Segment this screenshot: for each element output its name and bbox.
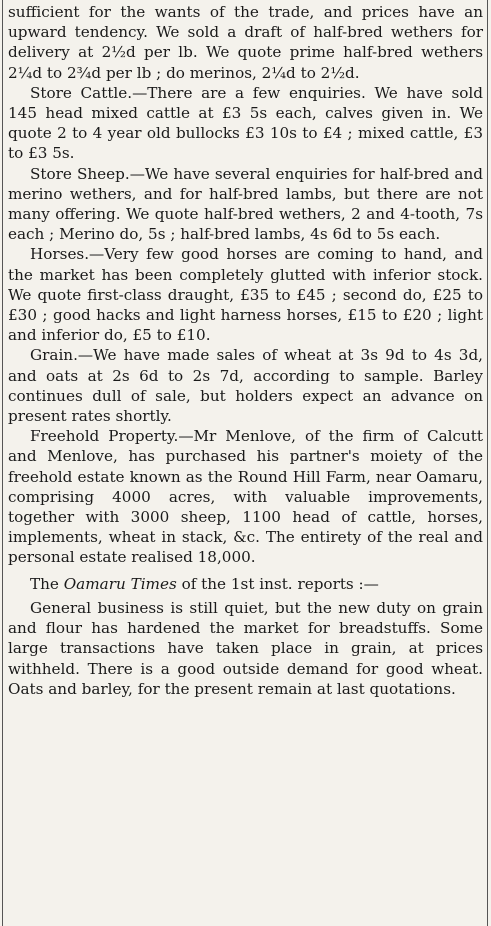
column-rule-right [487, 0, 488, 926]
paragraph-freehold-property: Freehold Property.—Mr Menlove, of the firm of Calcutt and Menlove, has purchased his partner's moiety of the freehold estate known as the Round Hill Farm, near Oamaru, comprising 4000 acres, with valuable improvements, together with 3000 sheep, 1100 head of cattle, horses, implements, wheat in stack, &c. The entirety of the real and personal estate realised 18,000. [8, 427, 483, 567]
column-rule-left [2, 0, 3, 926]
paragraph-store-sheep: Store Sheep.—We have several enquiries for half-bred and merino wethers, and for half-bred lambs, but there are not many offering. We quote half-bred wethers, 2 and 4-tooth, 7s each ; Merino do, 5s ; half-bred lambs, 4s 6d to 5s each. [8, 164, 483, 244]
article-column [8, 2, 483, 699]
report-intro-before: The [30, 574, 64, 593]
paragraph-market-sheep: sufficient for the wants of the trade, and prices have an upward tendency. We sold a draft of half-bred wethers for delivery at 2½d per lb. We quote prime half-bred wethers 2¼d to 2¾d per lb ; do merinos, 2¼d to 2½d. [8, 3, 483, 82]
report-body: General business is still quiet, but the new duty on grain and flour has hardened the market for breadstuffs. Some large transactions have taken place in grain, at prices withheld. There is a good outside demand for good wheat. Oats and barley, for the present remain at last quotations. [8, 598, 483, 698]
paragraph-store-cattle: Store Cattle.—There are a few enquiries. We have sold 145 head mixed cattle at £3 5s each, calves given in. We quote 2 to 4 year old bullocks £3 10s to £4 ; mixed cattle, £3 to £3 5s. [8, 83, 483, 163]
paragraph-horses: Horses.—Very few good horses are coming to hand, and the market has been completely glutted with inferior stock. We quote first-class draught, £35 to £45 ; second do, £25 to £30 ; good hacks and light harness horses, £15 to £20 ; light and inferior do, £5 to £10. [8, 245, 483, 345]
paragraph-grain: Grain.—We have made sales of wheat at 3s 9d to 4s 3d, and oats at 2s 6d to 2s 7d, according to sample. Barley continues dull of sale, but holders expect an advance on present rates shortly. [8, 346, 483, 426]
report-intro-after: of the 1st inst. reports :— [176, 574, 379, 593]
report-intro [8, 574, 483, 594]
newspaper-title: Oamaru Times [63, 574, 177, 593]
